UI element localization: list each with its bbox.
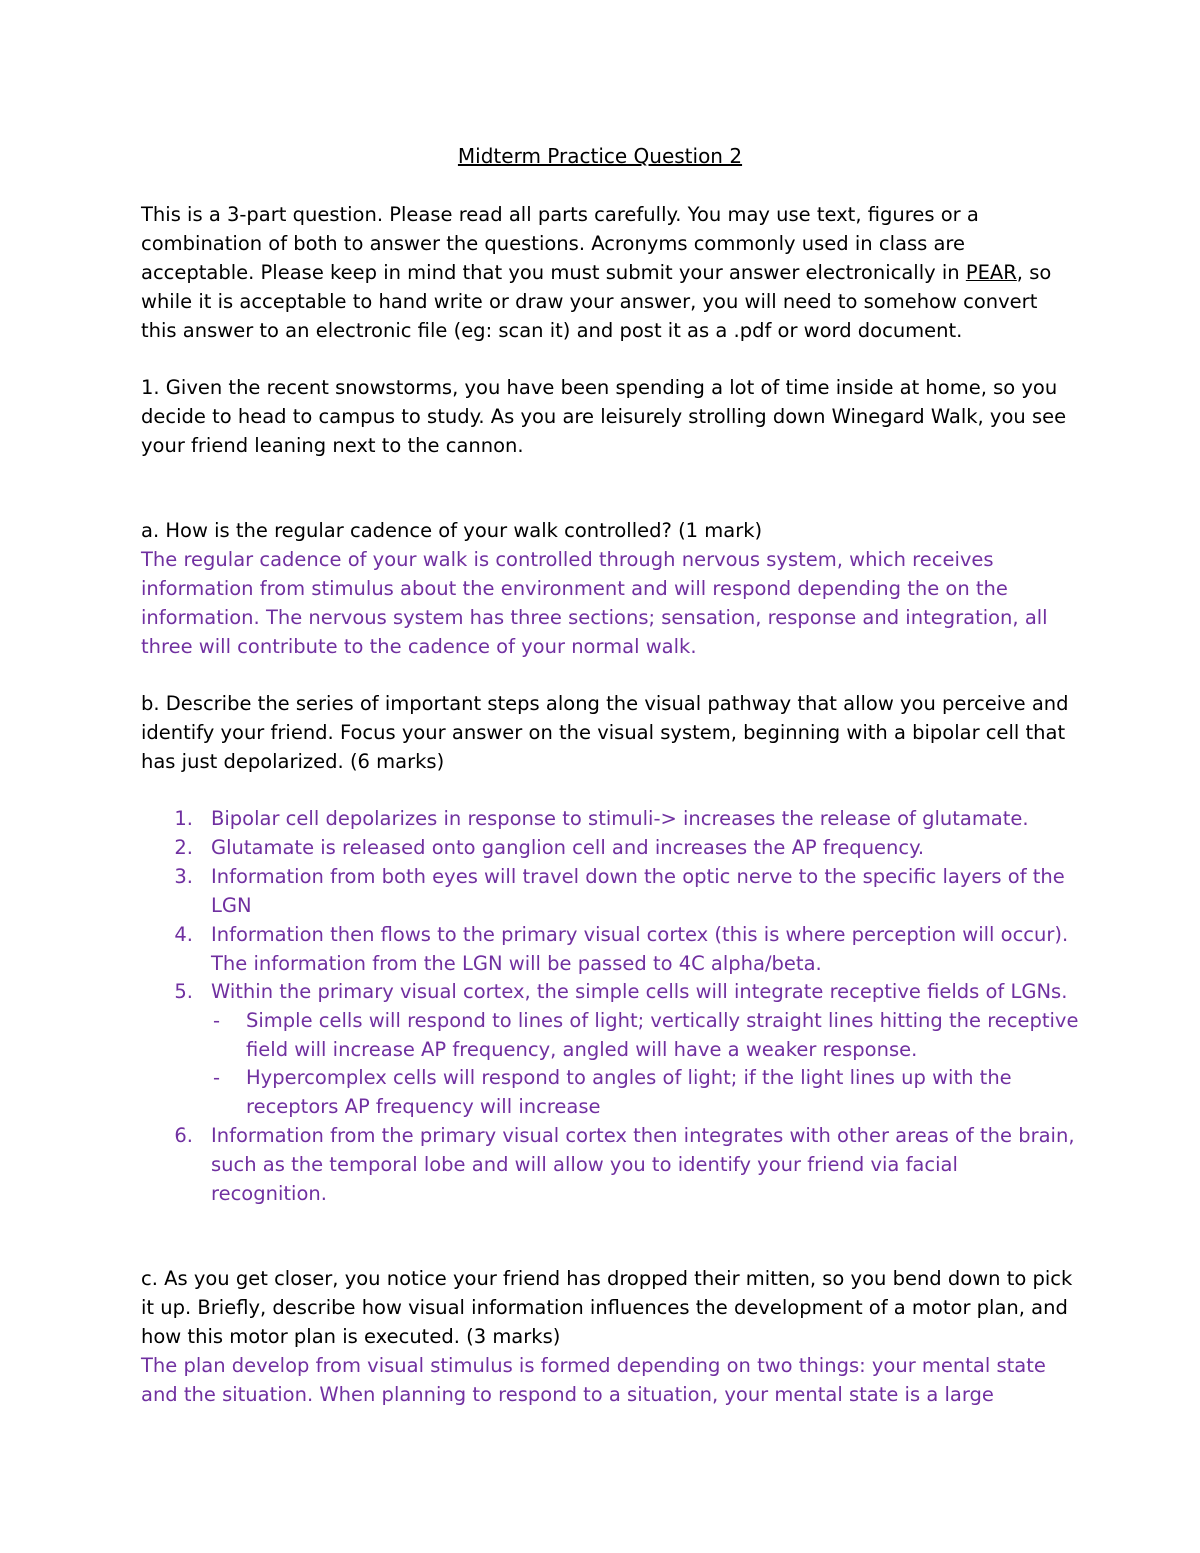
list-number: 4.	[174, 923, 193, 946]
list-item	[211, 920, 1091, 978]
sub-list-line: field will increase AP frequency, angled will have a weaker response.	[246, 1038, 918, 1061]
intro-text: , so	[1016, 261, 1052, 284]
list-number: 1.	[174, 807, 193, 830]
part-c-answer-line: and the situation. When planning to respond to a situation, your mental state is a large	[141, 1383, 994, 1406]
list-item: Within the primary visual cortex, the simple cells will integrate receptive fields of LGNs.	[211, 980, 1068, 1003]
list-item-line: recognition.	[211, 1182, 327, 1205]
part-a-answer-line: three will contribute to the cadence of your normal walk.	[141, 635, 697, 658]
list-item: Glutamate is released onto ganglion cell and increases the AP frequency.	[211, 836, 925, 859]
sub-list-line: receptors AP frequency will increase	[246, 1095, 601, 1118]
question-1-scenario	[141, 373, 1081, 460]
part-a	[141, 516, 1081, 661]
part-a-answer-line: information. The nervous system has three sections; sensation, response and integration, all	[141, 606, 1048, 629]
list-item	[211, 1121, 1091, 1208]
list-item: Bipolar cell depolarizes in response to stimuli-> increases the release of glutamate.	[211, 807, 1029, 830]
list-item-line: Information from the primary visual cortex then integrates with other areas of the brain,	[211, 1124, 1075, 1147]
part-c	[141, 1264, 1081, 1409]
intro-line: while it is acceptable to hand write or draw your answer, you will need to somehow convert	[141, 290, 1038, 313]
part-a-answer-line: information from stimulus about the environment and will respond depending the on the	[141, 577, 1008, 600]
sub-list-item	[246, 1006, 1096, 1064]
page-title: Midterm Practice Question 2	[457, 144, 743, 168]
sub-list-item	[246, 1063, 1096, 1121]
pear-link-text: PEAR	[965, 261, 1017, 284]
sub-list-dash: -	[213, 1009, 221, 1032]
part-c-prompt-line: c. As you get closer, you notice your friend has dropped their mitten, so you bend down to pick	[141, 1267, 1073, 1290]
part-a-answer-line: The regular cadence of your walk is controlled through nervous system, which receives	[141, 548, 994, 571]
sub-list-dash: -	[213, 1066, 221, 1089]
list-number: 5.	[174, 980, 193, 1003]
scenario-line: your friend leaning next to the cannon.	[141, 434, 524, 457]
part-b-prompt-line: identify your friend. Focus your answer on the visual system, beginning with a bipolar cell that	[141, 721, 1066, 744]
list-number: 2.	[174, 836, 193, 859]
list-item-line: LGN	[211, 894, 252, 917]
intro-text: acceptable. Please keep in mind that you must submit your answer electronically in	[141, 261, 966, 284]
scenario-line: 1. Given the recent snowstorms, you have been spending a lot of time inside at home, so you	[141, 376, 1058, 399]
list-item	[211, 862, 1091, 920]
list-item-line: such as the temporal lobe and will allow you to identify your friend via facial	[211, 1153, 958, 1176]
scenario-line: decide to head to campus to study. As you are leisurely strolling down Winegard Walk, you see	[141, 405, 1067, 428]
list-number: 3.	[174, 865, 193, 888]
part-c-prompt-line: it up. Briefly, describe how visual information influences the development of a motor plan, and	[141, 1296, 1068, 1319]
list-item-line: The information from the LGN will be passed to 4C alpha/beta.	[211, 952, 822, 975]
intro-line: this answer to an electronic file (eg: scan it) and post it as a .pdf or word document.	[141, 319, 963, 342]
sub-list-line: Simple cells will respond to lines of light; vertically straight lines hitting the receptive	[246, 1009, 1079, 1032]
intro-line	[141, 258, 1081, 287]
part-c-prompt-line: how this motor plan is executed. (3 marks)	[141, 1325, 561, 1348]
part-b-prompt-line: has just depolarized. (6 marks)	[141, 750, 445, 773]
list-item-line: Information from both eyes will travel down the optic nerve to the specific layers of the	[211, 865, 1065, 888]
list-item-line: Information then flows to the primary visual cortex (this is where perception will occur).	[211, 923, 1069, 946]
part-a-prompt: a. How is the regular cadence of your walk controlled? (1 mark)	[141, 519, 763, 542]
sub-list-line: Hypercomplex cells will respond to angles of light; if the light lines up with the	[246, 1066, 1012, 1089]
part-c-answer-line: The plan develop from visual stimulus is formed depending on two things: your mental state	[141, 1354, 1046, 1377]
list-number: 6.	[174, 1124, 193, 1147]
part-b-prompt-line: b. Describe the series of important steps along the visual pathway that allow you perceive and	[141, 692, 1069, 715]
intro-paragraph	[141, 200, 1081, 345]
intro-line: combination of both to answer the questions. Acronyms commonly used in class are	[141, 232, 965, 255]
intro-line: This is a 3-part question. Please read all parts carefully. You may use text, figures or a	[141, 203, 979, 226]
part-b-prompt	[141, 689, 1081, 776]
